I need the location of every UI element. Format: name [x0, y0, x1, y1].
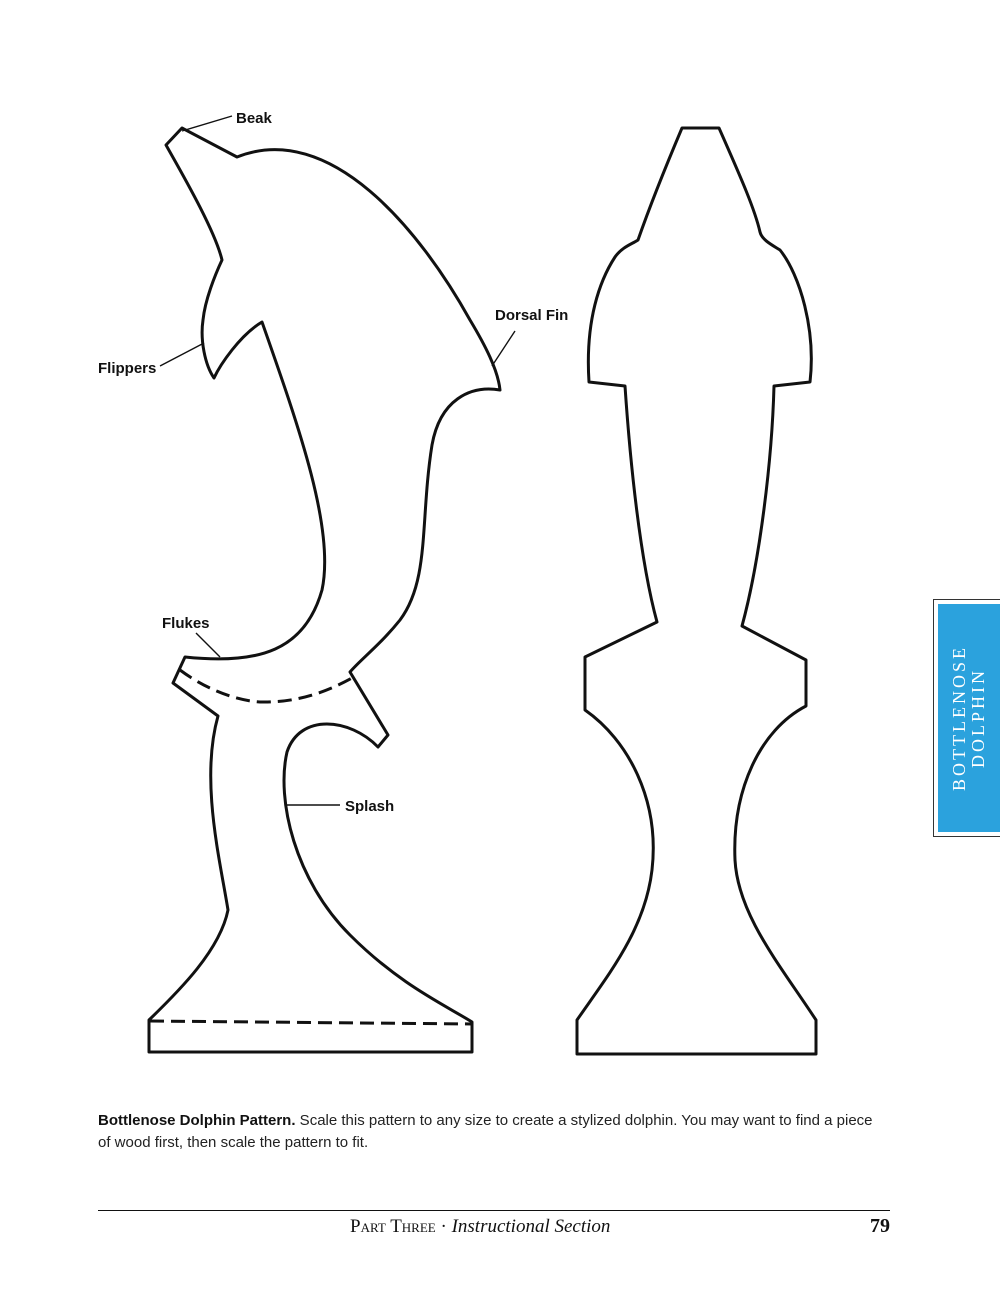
label-flippers: Flippers — [98, 360, 157, 377]
label-flukes: Flukes — [162, 615, 210, 632]
chapter-side-tab-text — [950, 645, 988, 791]
flukes-leader-line — [196, 633, 220, 657]
footer-separator: · — [435, 1216, 452, 1237]
dolphin-side-profile-outline — [149, 128, 500, 1052]
figure-caption — [98, 1110, 888, 1154]
chapter-side-tab-fill — [938, 604, 1000, 832]
dorsal-fin-leader-line — [492, 331, 515, 366]
label-dorsal-fin: Dorsal Fin — [495, 307, 569, 324]
footer-section-name: Instructional Section — [451, 1216, 611, 1237]
footer-rule — [98, 1210, 890, 1211]
side-tab-line-1: BOTTLENOSE — [949, 645, 969, 791]
label-splash: Splash — [345, 798, 395, 815]
caption-body: Scale this pattern to any size to create a stylized dolphin. You may want to find a piece of wood first, then scale the pattern to fit. — [98, 1112, 873, 1151]
label-beak: Beak — [236, 110, 272, 127]
dolphin-base-dashed-line — [150, 1021, 472, 1024]
beak-leader-line — [182, 116, 232, 131]
chapter-side-tab — [933, 599, 1000, 837]
page-number: 79 — [870, 1215, 890, 1237]
flippers-leader-line — [160, 343, 204, 366]
footer-part: Part Three — [350, 1216, 436, 1237]
caption-title: Bottlenose Dolphin Pattern. — [98, 1112, 296, 1129]
dolphin-flukes-dashed-line — [180, 670, 352, 702]
running-footer — [350, 1216, 610, 1238]
side-tab-line-2: DOLPHIN — [968, 668, 988, 768]
dolphin-front-blank-outline — [577, 128, 816, 1054]
